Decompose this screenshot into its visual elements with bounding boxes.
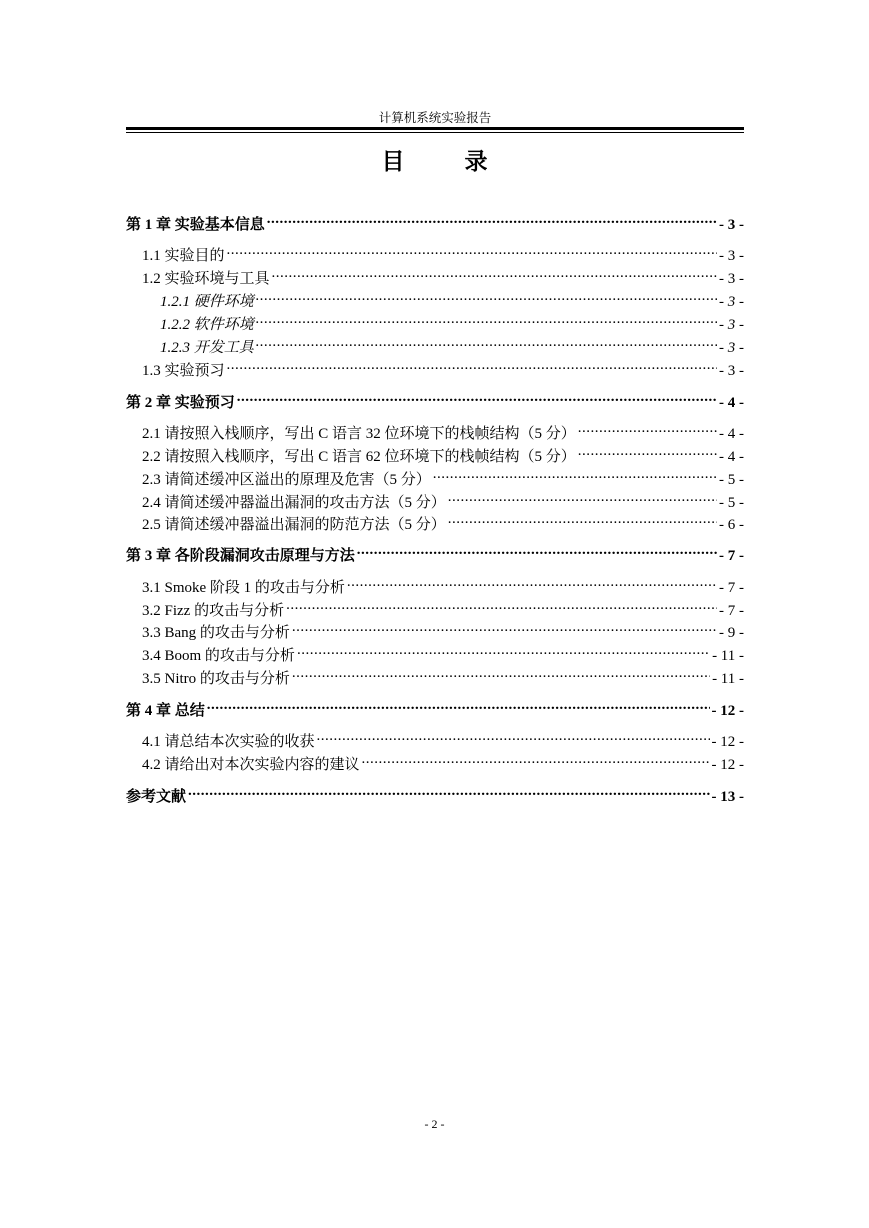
toc-entry-page: - 6 - [719, 517, 744, 533]
toc-entry[interactable] [142, 640, 744, 664]
dot-leader [297, 640, 710, 660]
toc-entry[interactable] [142, 749, 744, 773]
toc-entry-page: - 3 - [719, 271, 744, 287]
toc-entry-page: - 4 - [719, 449, 744, 465]
toc-entry-page: - 12 - [711, 703, 744, 719]
toc-chapter-entry[interactable] [126, 781, 744, 805]
toc-entry-label: 3.2 Fizz 的攻击与分析 [142, 603, 285, 619]
dot-leader [292, 663, 710, 683]
dot-leader [286, 595, 717, 615]
toc-entry-label: 1.1 实验目的 [142, 248, 225, 264]
toc-entry[interactable] [142, 663, 744, 687]
toc-entry-label: 第 2 章 实验预习 [126, 395, 235, 411]
toc-chapter-entry[interactable] [126, 540, 744, 564]
toc-entry[interactable] [160, 286, 744, 310]
dot-leader [317, 726, 710, 746]
toc-entry-page: - 12 - [711, 734, 744, 750]
toc-entry-label: 4.2 请给出对本次实验内容的建议 [142, 757, 360, 773]
toc-entry-page: - 7 - [719, 603, 744, 619]
running-header: 计算机系统实验报告 [378, 111, 492, 125]
dot-leader [256, 332, 717, 352]
toc-entry[interactable] [142, 572, 744, 596]
toc-entry-page: - 5 - [719, 472, 744, 488]
toc-entry[interactable] [142, 595, 744, 619]
toc-chapter-entry[interactable] [126, 209, 744, 233]
toc-entry[interactable] [142, 726, 744, 750]
toc-entry-label: 3.5 Nitro 的攻击与分析 [142, 671, 290, 687]
toc-entry-label: 3.3 Bang 的攻击与分析 [142, 625, 290, 641]
page-number: - 2 - [424, 1117, 445, 1131]
toc-entry[interactable] [160, 309, 744, 333]
toc-entry-label: 2.3 请简述缓冲区溢出的原理及危害（5 分） [142, 472, 431, 488]
dot-leader [292, 617, 717, 637]
toc-entry[interactable] [142, 509, 744, 533]
toc-entry-label: 2.5 请简述缓冲器溢出漏洞的防范方法（5 分） [142, 517, 446, 533]
toc-entry-page: - 4 - [719, 395, 744, 411]
dot-leader [188, 781, 709, 801]
toc-entry-page: - 11 - [712, 671, 744, 687]
toc-entry-label: 参考文献 [126, 789, 187, 805]
dot-leader [362, 749, 710, 769]
dot-leader [256, 309, 717, 329]
dot-leader [207, 695, 710, 715]
dot-leader [578, 418, 717, 438]
toc-entry-label: 1.2.1 硬件环境 [160, 294, 254, 310]
toc-entry[interactable] [142, 355, 744, 379]
toc-entry[interactable] [142, 263, 744, 287]
toc-entry[interactable] [142, 240, 744, 264]
toc-entry-label: 2.1 请按照入栈顺序，写出 C 语言 32 位环境下的栈帧结构（5 分） [142, 426, 576, 442]
toc-entry-page: - 5 - [719, 495, 744, 511]
toc-entry-page: - 3 - [719, 294, 744, 310]
toc-entry-label: 3.4 Boom 的攻击与分析 [142, 648, 295, 664]
toc-entry[interactable] [142, 418, 744, 442]
toc-entry-page: - 7 - [719, 580, 744, 596]
toc-entry-label: 第 4 章 总结 [126, 703, 205, 719]
toc-entry-label: 4.1 请总结本次实验的收获 [142, 734, 315, 750]
toc-entry-label: 第 1 章 实验基本信息 [126, 217, 265, 233]
header-rule-thin [126, 132, 744, 133]
toc-entry[interactable] [142, 487, 744, 511]
dot-leader [578, 441, 717, 461]
toc-entry-page: - 3 - [719, 217, 744, 233]
dot-leader [256, 286, 717, 306]
toc-chapter-entry[interactable] [126, 695, 744, 719]
toc-entry-page: - 3 - [719, 340, 744, 356]
toc-entry-label: 1.2.3 开发工具 [160, 340, 254, 356]
toc-entry[interactable] [142, 617, 744, 641]
toc-entry-page: - 3 - [719, 317, 744, 333]
toc-title: 目 录 [381, 149, 514, 175]
dot-leader [272, 263, 717, 283]
dot-leader [227, 355, 717, 375]
dot-leader [357, 540, 717, 560]
dot-leader [267, 209, 717, 229]
toc-entry-page: - 11 - [712, 648, 744, 664]
toc-entry-label: 第 3 章 各阶段漏洞攻击原理与方法 [126, 548, 355, 564]
toc-entry-page: - 12 - [711, 757, 744, 773]
toc-entry-label: 1.2 实验环境与工具 [142, 271, 270, 287]
toc-entry-label: 2.2 请按照入栈顺序，写出 C 语言 62 位环境下的栈帧结构（5 分） [142, 449, 576, 465]
toc-entry-label: 1.3 实验预习 [142, 363, 225, 379]
dot-leader [433, 464, 717, 484]
dot-leader [448, 487, 717, 507]
toc-entry[interactable] [142, 441, 744, 465]
toc-entry-label: 3.1 Smoke 阶段 1 的攻击与分析 [142, 580, 345, 596]
toc-entry[interactable] [142, 464, 744, 488]
toc-entry-label: 1.2.2 软件环境 [160, 317, 254, 333]
dot-leader [227, 240, 717, 260]
toc-entry-page: - 13 - [711, 789, 744, 805]
dot-leader [448, 509, 717, 529]
toc-entry-page: - 3 - [719, 248, 744, 264]
toc-entry-page: - 3 - [719, 363, 744, 379]
dot-leader [347, 572, 717, 592]
toc-entry-page: - 7 - [719, 548, 744, 564]
header-rule-thick [126, 127, 744, 130]
toc-entry-label: 2.4 请简述缓冲器溢出漏洞的攻击方法（5 分） [142, 495, 446, 511]
toc-entry[interactable] [160, 332, 744, 356]
toc-entry-page: - 4 - [719, 426, 744, 442]
dot-leader [237, 387, 717, 407]
toc-entry-page: - 9 - [719, 625, 744, 641]
toc-chapter-entry[interactable] [126, 387, 744, 411]
